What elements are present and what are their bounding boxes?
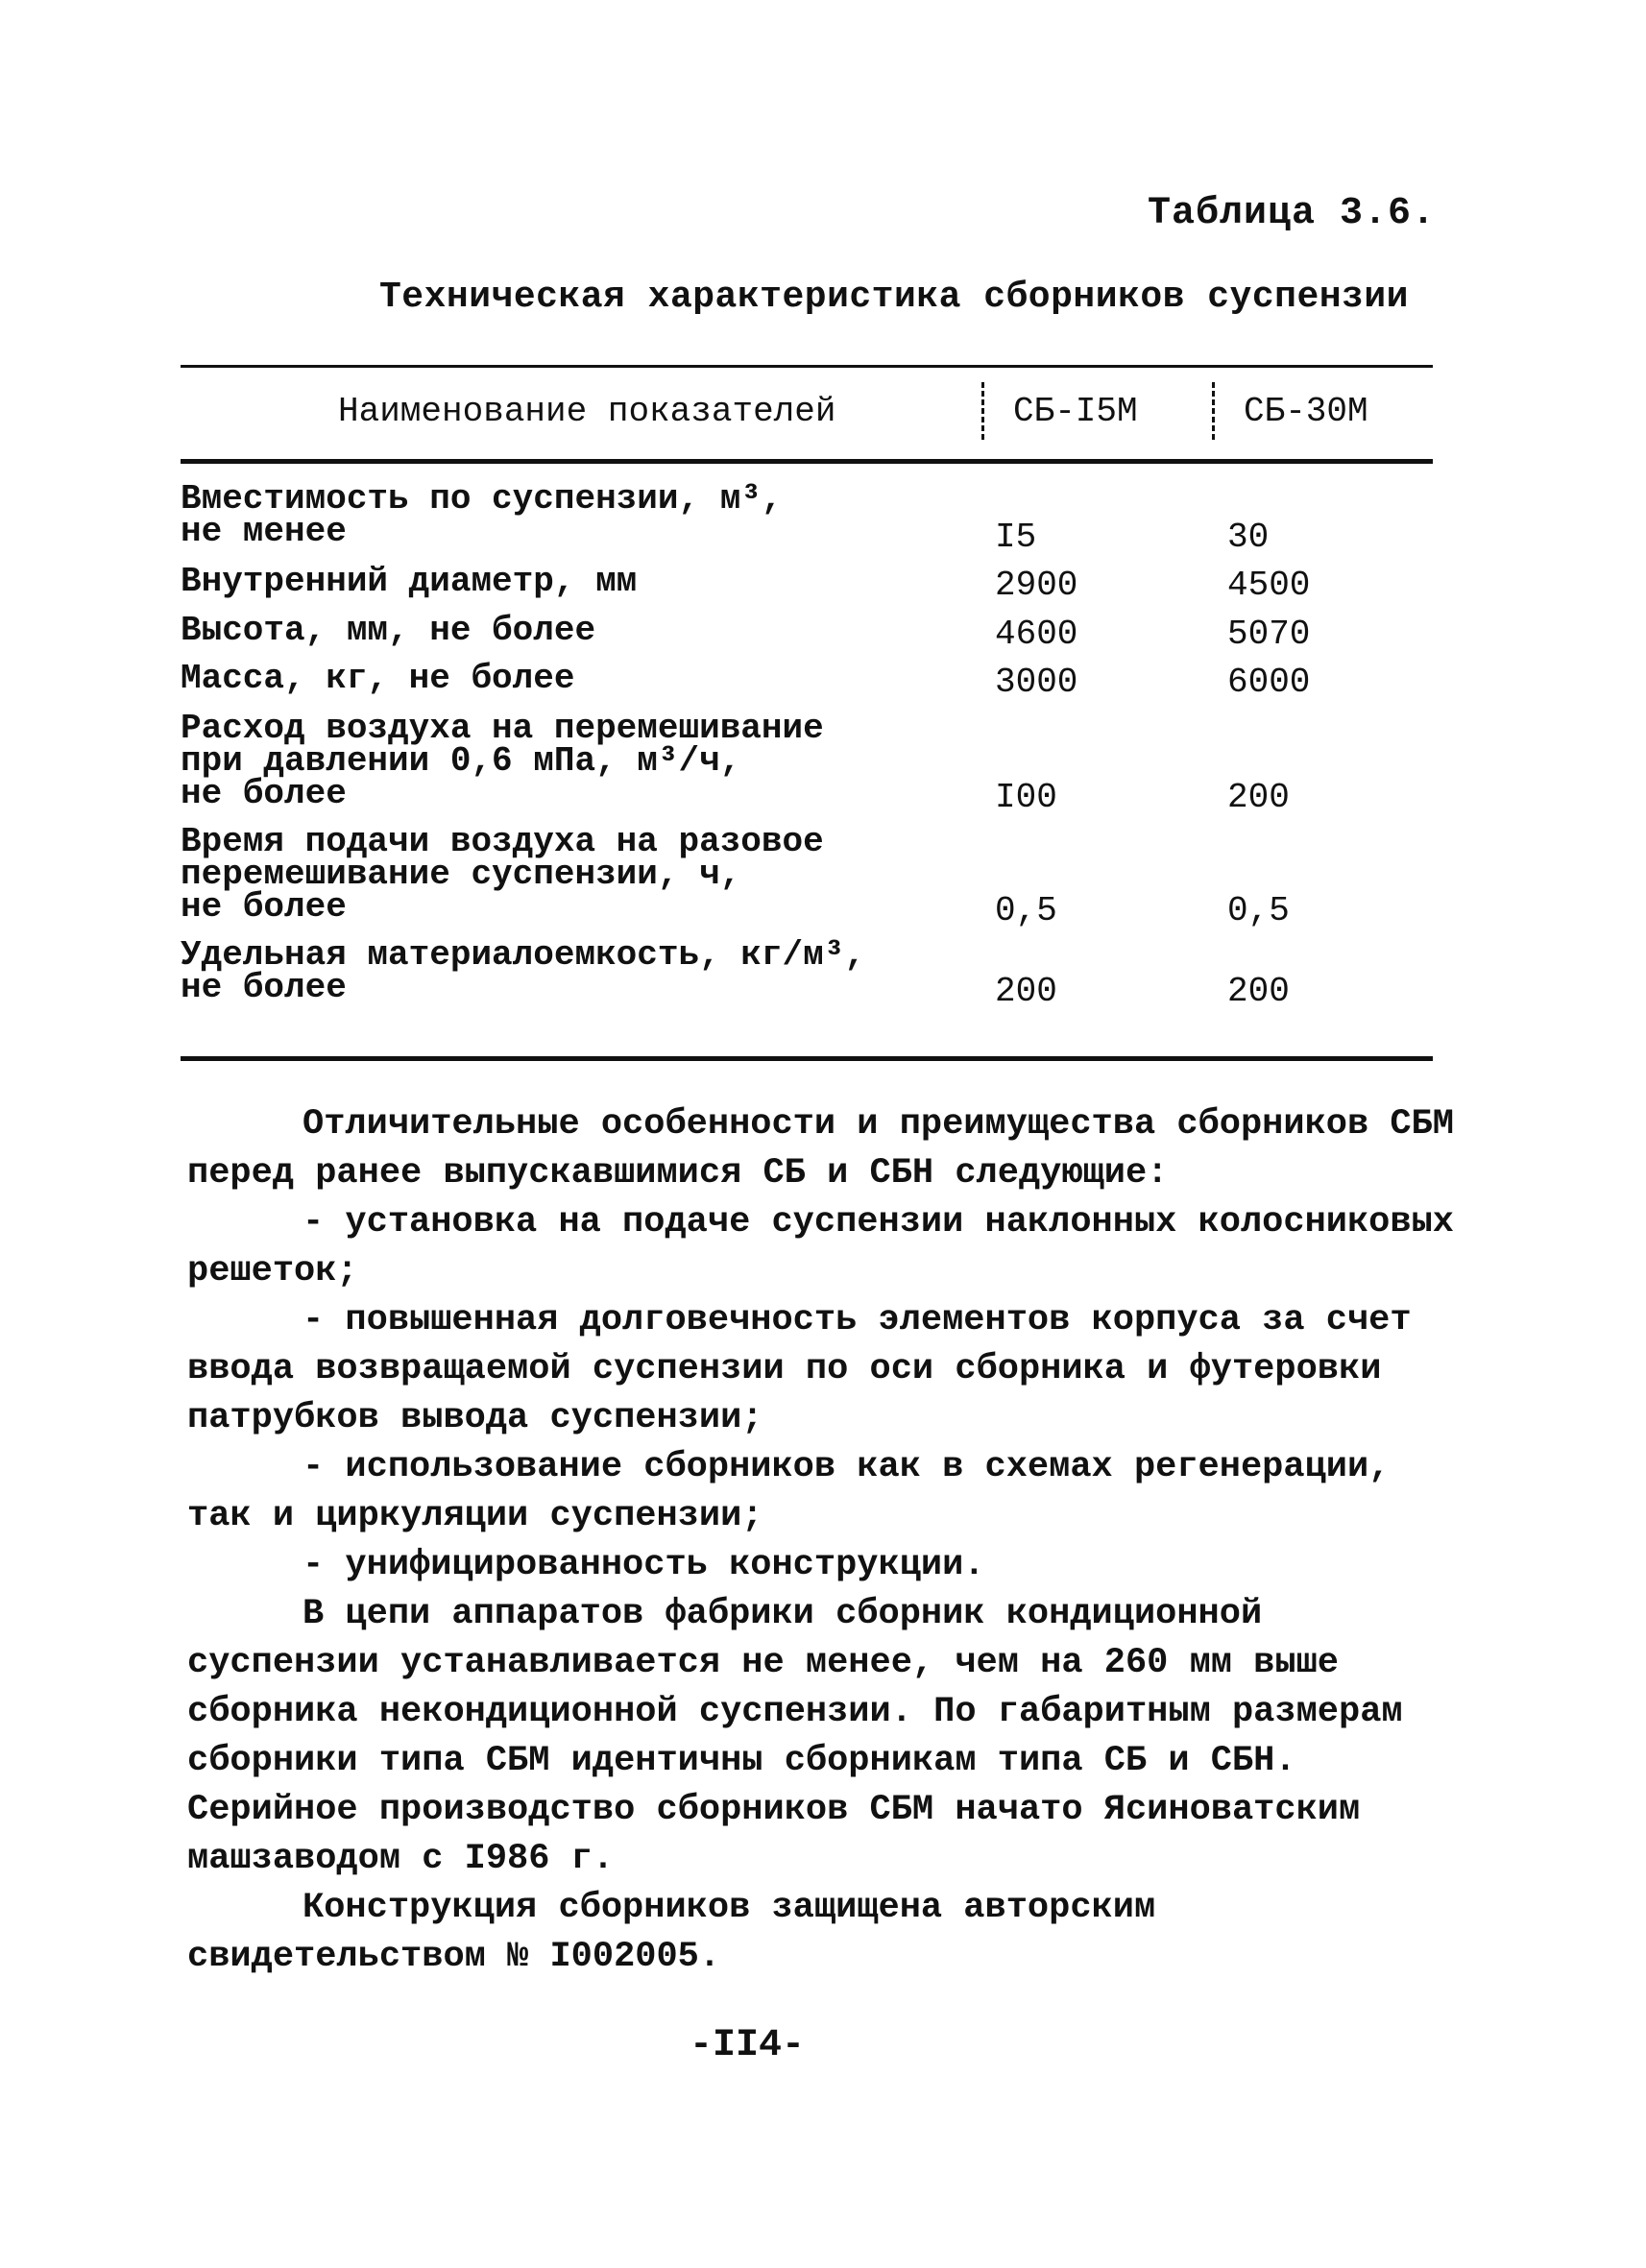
row-label-line: не более bbox=[181, 968, 347, 1007]
row-label-line: Расход воздуха на перемешивание bbox=[181, 709, 824, 748]
list-item: - повышенная долговечность элементов корпуса за счет ввода возвращаемой суспензии по оси сборника и футеровки патрубков вывода суспензии; bbox=[187, 1300, 1412, 1438]
cell-sb15m: 3000 bbox=[995, 663, 1078, 702]
cell-sb30m: 5070 bbox=[1227, 615, 1311, 654]
cell-sb30m: 4500 bbox=[1227, 566, 1311, 605]
cell-sb30m: 30 bbox=[1227, 518, 1270, 557]
row-label-line: Удельная материалоемкость, кг/м³, bbox=[181, 935, 865, 975]
list-item: - установка на подаче суспензии наклонных колосниковых решеток; bbox=[187, 1202, 1454, 1291]
row-label: Высота, мм, не более bbox=[181, 611, 596, 650]
cell-sb15m: 200 bbox=[995, 972, 1057, 1011]
table-number: Таблица 3.6. bbox=[1148, 192, 1437, 235]
table-top-rule bbox=[181, 365, 1433, 368]
row-label bbox=[181, 822, 910, 927]
row-label-line: Вместимость по суспензии, м³, bbox=[181, 479, 783, 519]
cell-sb15m: I5 bbox=[995, 518, 1037, 557]
column-separator bbox=[1212, 382, 1218, 440]
row-label-line: не более bbox=[181, 887, 347, 927]
table-header-rule bbox=[181, 459, 1433, 464]
cell-sb30m: 6000 bbox=[1227, 663, 1311, 702]
paragraph: В цепи аппаратов фабрики сборник кондиционной суспензии устанавливается не менее, чем на 260 мм выше сборника некондиционной суспензии. По габаритным размерам сборники типа СБМ идентичны сборникам типа СБ и СБН. Серийное производство сборников СБМ начато Ясиноватским машзаводом с I986 г. bbox=[187, 1594, 1403, 1879]
cell-sb30m: 200 bbox=[1227, 778, 1290, 817]
row-label-line: перемешивание суспензии, ч, bbox=[181, 855, 741, 894]
cell-sb30m: 200 bbox=[1227, 972, 1290, 1011]
list-item: - использование сборников как в схемах регенерации, так и циркуляции суспензии; bbox=[187, 1447, 1391, 1536]
cell-sb15m: 4600 bbox=[995, 615, 1078, 654]
column-header-sb30m: СБ-30М bbox=[1244, 392, 1368, 431]
column-separator bbox=[981, 382, 987, 440]
column-header-name: Наименование показателей bbox=[338, 392, 836, 431]
cell-sb15m: 2900 bbox=[995, 566, 1078, 605]
row-label: Масса, кг, не более bbox=[181, 659, 575, 698]
row-label-line: при давлении 0,6 мПа, м³/ч, bbox=[181, 741, 741, 781]
row-label bbox=[181, 709, 910, 813]
cell-sb30m: 0,5 bbox=[1227, 891, 1290, 930]
table-title: Техническая характеристика сборников суспензии bbox=[379, 277, 1409, 318]
row-label bbox=[181, 935, 910, 1007]
column-header-sb15m: СБ-I5М bbox=[1013, 392, 1138, 431]
row-label bbox=[181, 479, 910, 551]
row-label-line: не более bbox=[181, 774, 347, 813]
paragraph: Отличительные особенности и преимущества сборников СБМ перед ранее выпускавшимися СБ и СБН следующие: bbox=[187, 1104, 1454, 1194]
page-number: -II4- bbox=[690, 2024, 806, 2067]
list-item: - унифицированность конструкции. bbox=[303, 1545, 985, 1585]
row-label-line: не менее bbox=[181, 512, 347, 551]
row-label: Внутренний диаметр, мм bbox=[181, 562, 638, 601]
paragraph: Конструкция сборников защищена авторским свидетельством № I002005. bbox=[187, 1888, 1156, 1977]
cell-sb15m: 0,5 bbox=[995, 891, 1057, 930]
body-text bbox=[187, 1100, 1455, 1982]
cell-sb15m: I00 bbox=[995, 778, 1057, 817]
row-label-line: Время подачи воздуха на разовое bbox=[181, 822, 824, 861]
table-bottom-rule bbox=[181, 1056, 1433, 1061]
